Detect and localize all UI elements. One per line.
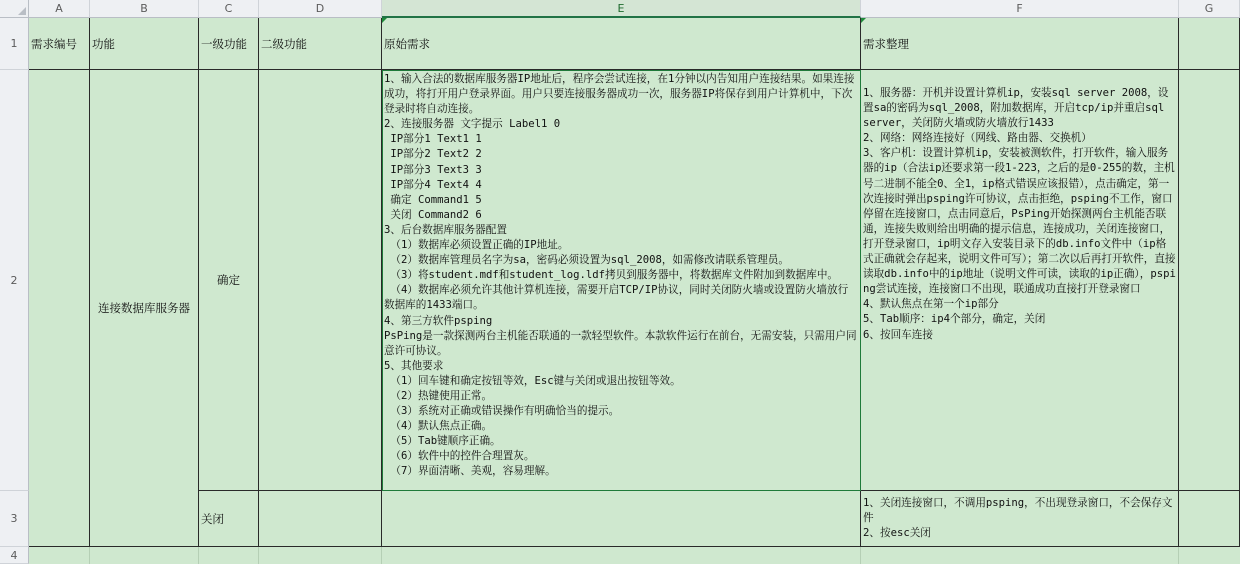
- cell-f4[interactable]: [861, 547, 1179, 564]
- cell-c2[interactable]: [199, 70, 259, 491]
- header-requirement-id: 需求编号: [31, 36, 77, 51]
- original-requirement-text: 1、输入合法的数据库服务器IP地址后，程序会尝试连接，在1分钟以内告知用户连接结果。如果连接成功，将打开用户登录界面。用户只要连接服务器成功一次，服务器IP将保存到用户计算机中，下次登录时将自动连接。 2、连接服务器 文字提示 Label1 0 IP部分1 Text1 1 IP部分2 Text2 2 IP部分3 Text3 3 IP部分4 Text4 4 确定 Command1 5 关闭 Command2 6 3、后台数据库服务器配置 （1）数据库必须设置正确的IP地址。 （2）数据库管理员名字为sa，密码必须设置为sql_2008，如需修改请联系管理员。 （3）将student.mdf和student_log.ldf拷贝到服务器中，将数据库文件附加到数据库中。 （4）数据库必须允许其他计算机连接，需要开启TCP/IP协议，同时关闭防火墙或设置防火墙放行数据库的1433端口。 4、第三方软件psping PsPing是一款探测两台主机能否联通的一款轻型软件。本款软件运行在前台，无需安装，只需用户同意许可协议。 5、其他要求 （1）回车键和确定按钮等效，Esc键与关闭或退出按钮等效。 （2）热键使用正常。 （3）系统对正确或错误操作有明确恰当的提示。 （4）默认焦点正确。 （5）Tab键顺序正确。 （6）软件中的控件合理置灰。 （7）界面清晰、美观，容易理解。: [384, 73, 857, 478]
- cell-g1[interactable]: [1179, 18, 1240, 70]
- level1-close: 关闭: [201, 511, 224, 526]
- cell-b4[interactable]: [90, 547, 199, 564]
- select-all-corner[interactable]: [0, 0, 29, 18]
- column-header-e[interactable]: E: [382, 0, 861, 18]
- cell-a2-a3[interactable]: [29, 70, 90, 547]
- cell-a1[interactable]: [29, 18, 90, 70]
- cell-e1[interactable]: [382, 18, 861, 70]
- header-level2: 二级功能: [261, 36, 307, 51]
- cell-d4[interactable]: [259, 547, 382, 564]
- comment-indicator-icon: [861, 18, 866, 23]
- column-header-c[interactable]: C: [199, 0, 259, 18]
- row-header-3[interactable]: 3: [0, 491, 29, 547]
- cell-c3[interactable]: [199, 491, 259, 547]
- column-header-f[interactable]: F: [861, 0, 1179, 18]
- cell-d1[interactable]: [259, 18, 382, 70]
- row-header-4[interactable]: 4: [0, 547, 29, 564]
- select-all-triangle-icon: [18, 7, 26, 15]
- function-name: 连接数据库服务器: [98, 301, 190, 315]
- comment-indicator-icon: [382, 18, 387, 23]
- cell-c1[interactable]: [199, 18, 259, 70]
- header-organized: 需求整理: [863, 36, 909, 51]
- cell-e4[interactable]: [382, 547, 861, 564]
- level1-confirm: 确定: [217, 273, 240, 287]
- close-organized-text: 1、关闭连接窗口，不调用psping，不出现登录窗口，不会保存文件 2、按esc关闭: [863, 496, 1173, 540]
- column-header-b[interactable]: B: [90, 0, 199, 18]
- cell-d2[interactable]: [259, 70, 382, 491]
- cell-c4[interactable]: [199, 547, 259, 564]
- column-header-g[interactable]: G: [1179, 0, 1240, 18]
- column-header-d[interactable]: D: [259, 0, 382, 18]
- row-header-1[interactable]: 1: [0, 18, 29, 70]
- cell-e2[interactable]: [382, 70, 861, 491]
- column-header-a[interactable]: A: [29, 0, 90, 18]
- header-original: 原始需求: [384, 36, 430, 51]
- cell-f3[interactable]: [861, 491, 1179, 547]
- cell-f1[interactable]: [861, 18, 1179, 70]
- cell-e3[interactable]: [382, 491, 861, 547]
- cell-a4[interactable]: [29, 547, 90, 564]
- organized-requirement-text: 1、服务器：开机并设置计算机ip，安装sql server 2008，设置sa的密码为sql_2008，附加数据库，开启tcp/ip并重启sql server，关闭防火墙或防火墙放行1433 2、网络：网络连接好（网线、路由器、交换机） 3、客户机：设置计算机ip，安装被测软件，打开软件，输入服务器的ip（合法ip还要求第一段1-223，之后的是0-255的数，主机号二进制不能全0、全1，ip格式错误应该报错），点击确定，第一次连接时弹出psping许可协议，点击拒绝，psping不工作，窗口停留在连接窗口，点击同意后，PsPing开始探测两台主机能否联通，连接失败则给出明确的提示信息，连接成功，关闭连接窗口，打开登录窗口，ip明文存入安装目录下的db.info文件中（ip格式正确就会存起来，说明文件可写）；第二次以后再打开软件，直接读取db.info中的ip地址（说明文件可读，读取的ip正确），psping尝试连接，连接窗口不出现，联通成功直接打开登录窗口 4、默认焦点在第一个ip部分 5、Tab顺序：ip4个部分，确定，关闭 6、按回车连接: [863, 87, 1176, 341]
- cell-g2[interactable]: [1179, 70, 1240, 491]
- cell-g4[interactable]: [1179, 547, 1240, 564]
- cell-d3[interactable]: [259, 491, 382, 547]
- header-function: 功能: [92, 36, 115, 51]
- header-level1: 一级功能: [201, 36, 247, 51]
- cell-b1[interactable]: [90, 18, 199, 70]
- cell-b2-merged[interactable]: [90, 70, 199, 547]
- row-header-2[interactable]: 2: [0, 70, 29, 491]
- cell-g3[interactable]: [1179, 491, 1240, 547]
- cell-f2[interactable]: [861, 70, 1179, 491]
